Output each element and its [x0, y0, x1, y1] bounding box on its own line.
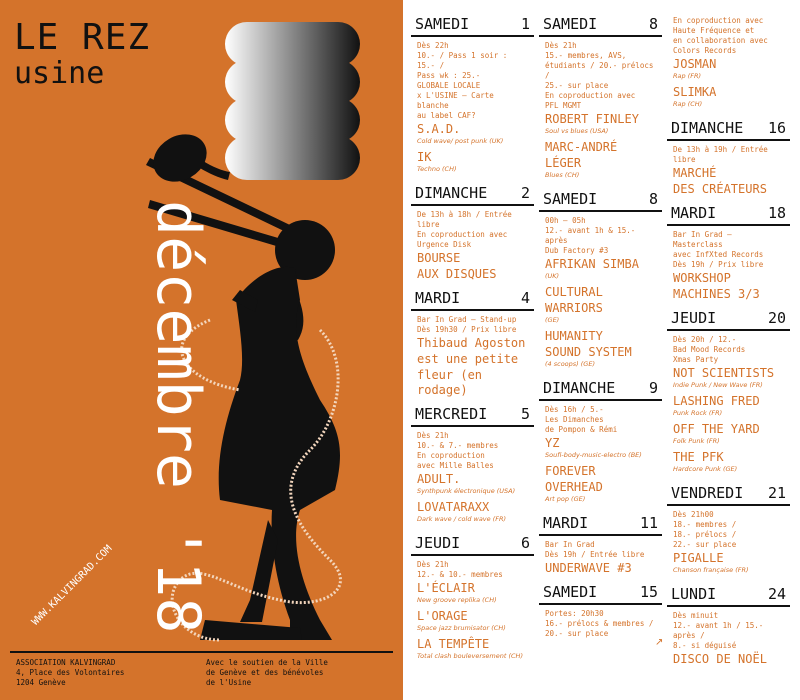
event-date: 16	[767, 119, 786, 137]
event-block	[411, 531, 534, 664]
event-act-genre: Chanson française (FR)	[673, 566, 749, 574]
event-day-header	[667, 582, 790, 607]
event-act-name: LÉGER	[545, 156, 582, 170]
event-info	[667, 226, 790, 270]
event-info	[411, 37, 534, 121]
support-line: de Genève et des bénévoles	[206, 668, 324, 677]
event-act-name: WARRIORS	[545, 301, 603, 315]
event-act-name: est une petite	[417, 352, 519, 366]
event-date: 18	[767, 204, 786, 222]
event-info-line: en collaboration avec	[673, 36, 768, 45]
event-act-genre: Rap (FR)	[673, 72, 702, 80]
event-info-line: 20.- sur place	[545, 629, 609, 638]
event-info-line: Dès 21h	[417, 560, 449, 569]
event-info-line: Haute Fréquence et	[673, 26, 755, 35]
event-act-name: CULTURAL	[545, 285, 603, 299]
event-day: DIMANCHE	[415, 184, 488, 202]
event-day: VENDREDI	[671, 484, 744, 502]
event-date: 6	[520, 534, 530, 552]
event-act-genre: Indie Punk / New Wave (FR)	[673, 381, 763, 389]
event-act-genre: (UK)	[545, 272, 560, 280]
event-info-line: Bar In Grad – Stand-up	[417, 315, 517, 324]
event-date: 20	[767, 309, 786, 327]
event-info-line: 8.- si déguisé	[673, 641, 737, 650]
event-day-header	[667, 201, 790, 226]
event-act-name: fleur (en rodage)	[417, 368, 483, 397]
event-day-header	[667, 306, 790, 331]
event-day: JEUDI	[415, 534, 461, 552]
event-info-line: Dès 21h00	[673, 510, 714, 519]
event-day: SAMEDI	[415, 15, 470, 33]
event-act-name: ADULT.	[417, 472, 461, 486]
event-date: 11	[639, 514, 658, 532]
event-act-name: HUMANITY	[545, 329, 603, 343]
address-line: ASSOCIATION KALVINGRAD	[16, 658, 116, 667]
event-day-header	[539, 580, 662, 605]
event-info	[539, 212, 662, 256]
event-info-line: Urgence Disk	[417, 240, 472, 249]
event-act-name: DISCO DE NOËL	[673, 652, 767, 666]
event-info-line: 16.- prélocs & membres /	[545, 619, 654, 628]
event-info-line: 22.- sur place	[673, 540, 737, 549]
event-day-header	[539, 376, 662, 401]
event-info-line: Pass wk : 25.-	[417, 71, 481, 80]
event-act-genre: Hardcore Punk (GE)	[673, 465, 738, 473]
event-info	[411, 427, 534, 471]
event-day: LUNDI	[671, 585, 717, 603]
event-info	[667, 506, 790, 550]
event-act-name: SLIMKA	[673, 85, 717, 99]
event-block	[539, 12, 662, 183]
event-act-name: BOURSE	[417, 251, 461, 265]
event-act-name: FOREVER	[545, 464, 596, 478]
event-day: MARDI	[671, 204, 717, 222]
event-info-line: En coproduction avec	[545, 91, 636, 100]
event-block	[539, 511, 662, 576]
event-act-genre: Art pop (GE)	[545, 495, 586, 503]
event-info-line: PFL MGMT	[545, 101, 582, 110]
event-info-line: En coproduction avec	[673, 16, 764, 25]
event-day: DIMANCHE	[543, 379, 616, 397]
event-block	[411, 12, 534, 177]
event-info-line: Dès 16h / 5.-	[545, 405, 604, 414]
event-info-line: Les Dimanches	[545, 415, 604, 424]
event-block	[667, 116, 790, 197]
event-act-genre: Punk Rock (FR)	[673, 409, 723, 417]
event-info-line: Dès 19h30 / Prix libre	[417, 325, 517, 334]
event-info-line: Dub Factory #3	[545, 246, 609, 255]
event-info-line: GLOBALE LOCALE	[417, 81, 481, 90]
event-info-line: Xmas Party	[673, 355, 719, 364]
address-line: 4, Place des Volontaires	[16, 668, 125, 677]
event-act-genre: Synthpunk électronique (USA)	[417, 487, 516, 495]
event-info-line: étudiants / 20.- prélocs /	[545, 61, 654, 80]
event-info	[667, 331, 790, 365]
event-info	[539, 536, 662, 560]
event-date: 5	[520, 405, 530, 423]
event-info-line: Bad Mood Records	[673, 345, 746, 354]
address-line: 1204 Genève	[16, 678, 66, 687]
month-title: décembre '18	[143, 200, 213, 634]
footer-support	[206, 658, 328, 688]
event-act-name: SOUND SYSTEM	[545, 345, 632, 359]
event-info-line: Dès 21h	[545, 41, 577, 50]
event-day-header	[411, 286, 534, 311]
gradient-blob-shape	[225, 22, 360, 180]
event-info-line: 10.- & 7.- membres	[417, 441, 499, 450]
event-info-line: Dès 22h	[417, 41, 449, 50]
event-act-name: LOVATARAXX	[417, 500, 490, 514]
event-day: SAMEDI	[543, 583, 598, 601]
event-info-line: au label CAF?	[417, 111, 476, 120]
event-info	[411, 206, 534, 250]
event-act-name: AFRIKAN SIMBA	[545, 257, 639, 271]
event-block	[411, 181, 534, 282]
event-day-header	[667, 116, 790, 141]
event-info-line: 12.- avant 1h & 15.- après	[545, 226, 636, 245]
event-block	[667, 201, 790, 302]
support-line: de l'Usine	[206, 678, 252, 687]
event-act-name: JOSMAN	[673, 57, 717, 71]
event-block	[411, 402, 534, 527]
event-act-genre: (GE)	[545, 316, 560, 324]
event-info-line: de Pompon & Rémi	[545, 425, 618, 434]
event-act-name: YZ	[545, 436, 560, 450]
event-info-line: 18.- membres /	[673, 520, 737, 529]
event-block	[667, 306, 790, 477]
event-info	[667, 141, 790, 165]
event-day-header	[411, 402, 534, 427]
event-day: MERCREDI	[415, 405, 488, 423]
event-day: SAMEDI	[543, 15, 598, 33]
event-info-line: Dès 19h / Entrée libre	[545, 550, 645, 559]
event-act-name: L'ÉCLAIR	[417, 581, 475, 595]
event-info	[539, 401, 662, 435]
event-info-line: 00h – 05h	[545, 216, 586, 225]
event-day-header	[539, 12, 662, 37]
event-date: 4	[520, 289, 530, 307]
event-block	[667, 12, 790, 112]
event-act-genre: Cold wave/ post punk (UK)	[417, 137, 504, 145]
event-info	[667, 12, 790, 56]
event-act-name: ROBERT FINLEY	[545, 112, 639, 126]
event-info-line: Colors Records	[673, 46, 737, 55]
event-act-name: PIGALLE	[673, 551, 724, 565]
event-info-line: Dès minuit	[673, 611, 719, 620]
event-date: 21	[767, 484, 786, 502]
event-day: MARDI	[415, 289, 461, 307]
event-act-genre: Rap (CH)	[673, 100, 703, 108]
event-act-genre: Total clash bouleversement (CH)	[417, 652, 523, 660]
event-info	[539, 605, 662, 639]
event-act-name: MARC-ANDRÉ	[545, 140, 618, 154]
event-act-name: LA TEMPÊTE	[417, 637, 490, 651]
event-info-line: 15.- membres, AVS,	[545, 51, 627, 60]
event-act-name: DES CRÉATEURS	[673, 182, 767, 196]
event-block	[539, 187, 662, 372]
event-act-name: OVERHEAD	[545, 480, 603, 494]
listing-column	[411, 12, 534, 668]
event-act-name: IK	[417, 150, 432, 164]
event-day-header	[667, 481, 790, 506]
event-day: SAMEDI	[543, 190, 598, 208]
event-info-line: De 13h à 19h / Entrée libre	[673, 145, 768, 164]
event-day-header	[411, 531, 534, 556]
event-info-line: Bar In Grad	[545, 540, 595, 549]
event-day-header	[411, 12, 534, 37]
event-date: 1	[520, 15, 530, 33]
event-day-header	[539, 187, 662, 212]
event-act-name: MARCHÉ	[673, 166, 717, 180]
event-info-line: Dès 19h / Prix libre	[673, 260, 764, 269]
event-act-genre: Blues (CH)	[545, 171, 580, 179]
event-act-genre: (4 scoops) (GE)	[545, 360, 595, 368]
event-day: DIMANCHE	[671, 119, 744, 137]
event-block	[539, 376, 662, 507]
event-act-name: L'ORAGE	[417, 609, 468, 623]
event-info-line: x L'USINE – Carte blanche	[417, 91, 494, 110]
continue-arrow-icon: ↗	[655, 637, 664, 648]
footer-address	[16, 658, 124, 688]
event-info	[539, 37, 662, 111]
event-block	[539, 580, 662, 639]
event-act-genre: Folk Punk (FR)	[673, 437, 720, 445]
event-listing	[403, 0, 800, 700]
event-info	[667, 607, 790, 651]
event-block	[411, 286, 534, 398]
event-act-name: THE PFK	[673, 450, 724, 464]
event-block	[667, 481, 790, 578]
event-act-name: Thibaud Agoston	[417, 336, 526, 350]
event-info-line: 12.- & 10.- membres	[417, 570, 503, 579]
event-info-line: 10.- / Pass 1 soir : 15.- /	[417, 51, 508, 70]
website-link[interactable]: WWW.KALVINGRAD.COM	[30, 543, 115, 628]
event-block	[667, 582, 790, 667]
event-date: 2	[520, 184, 530, 202]
venue-subtitle: usine	[14, 56, 105, 91]
event-act-name: S.A.D.	[417, 122, 461, 136]
event-info-line: En coproduction avec	[417, 230, 508, 239]
listing-column	[539, 12, 662, 643]
event-date: 9	[648, 379, 658, 397]
event-act-name: MACHINES 3/3	[673, 287, 760, 301]
event-info	[411, 311, 534, 335]
event-info	[411, 556, 534, 580]
event-act-name: NOT SCIENTISTS	[673, 366, 775, 380]
event-date: 8	[648, 15, 658, 33]
event-act-name: OFF THE YARD	[673, 422, 760, 436]
event-info-line: Bar In Grad – Masterclass	[673, 230, 732, 249]
event-info-line: Dès 21h	[417, 431, 449, 440]
event-act-genre: Soufi-body-music-electro (BE)	[545, 451, 642, 459]
event-act-genre: Soul vs blues (USA)	[545, 127, 609, 135]
event-act-genre: Space jazz brumisator (CH)	[417, 624, 506, 632]
listing-column	[667, 12, 790, 671]
event-day: JEUDI	[671, 309, 717, 327]
venue-name: LE REZ	[14, 17, 151, 58]
event-date: 15	[639, 583, 658, 601]
support-line: Avec le soutien de la Ville	[206, 658, 328, 667]
event-info-line: De 13h à 18h / Entrée libre	[417, 210, 512, 229]
event-info-line: En coproduction	[417, 451, 485, 460]
event-day-header	[411, 181, 534, 206]
event-act-name: WORKSHOP	[673, 271, 731, 285]
event-info-line: Portes: 20h30	[545, 609, 604, 618]
event-date: 8	[648, 190, 658, 208]
event-act-genre: New groove replika (CH)	[417, 596, 497, 604]
event-info-line: Dès 20h / 12.-	[673, 335, 737, 344]
event-info-line: avec Mille Balles	[417, 461, 494, 470]
event-day: MARDI	[543, 514, 589, 532]
event-info-line: avec InfXted Records	[673, 250, 764, 259]
event-info-line: 25.- sur place	[545, 81, 609, 90]
event-day-header	[539, 511, 662, 536]
event-info-line: 12.- avant 1h / 15.- après /	[673, 621, 764, 640]
event-info-line: 18.- prélocs /	[673, 530, 737, 539]
event-act-name: LASHING FRED	[673, 394, 760, 408]
event-act-genre: Dark wave / cold wave (FR)	[417, 515, 507, 523]
event-act-genre: Techno (CH)	[417, 165, 457, 173]
event-act-name: AUX DISQUES	[417, 267, 497, 281]
event-act-name: UNDERWAVE #3	[545, 561, 632, 575]
event-date: 24	[767, 585, 786, 603]
